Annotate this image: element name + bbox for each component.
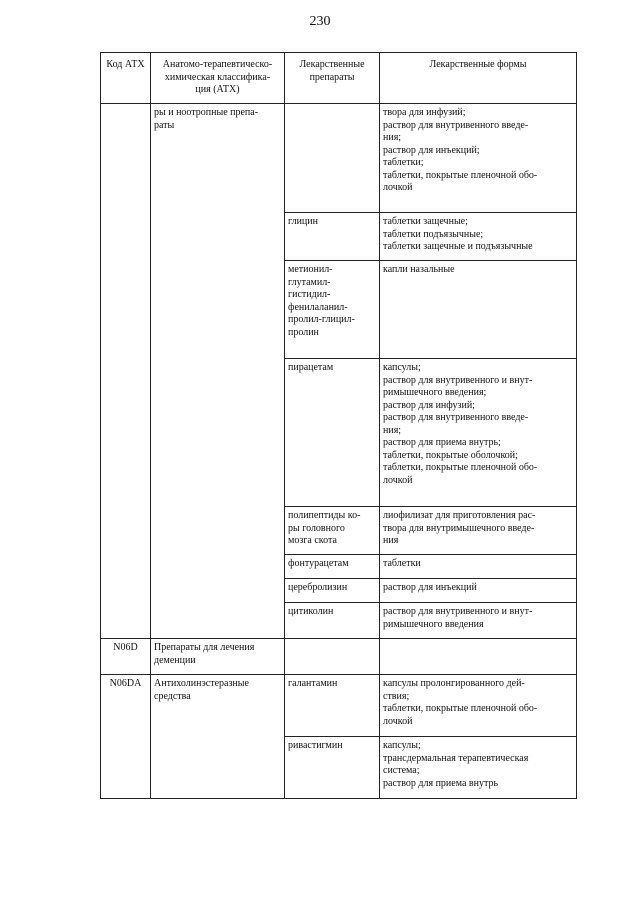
forms-cell	[380, 639, 577, 675]
drug-cell: пирацетам	[285, 359, 380, 507]
drug-cell: церебролизин	[285, 579, 380, 603]
forms-cell: капсулы; трансдермальная терапевтическая система; раствор для приема внутрь	[380, 737, 577, 799]
table-row	[101, 639, 577, 675]
table-row	[101, 104, 577, 213]
forms-cell: капсулы; раствор для внутривенного и внут- римышечного введения; раствор для инфузий; раствор для внутривенного введе- ния; раствор для приема внутрь; таблетки, покрытые оболочкой; таблетки, покрытые пленочной обо- лочкой	[380, 359, 577, 507]
forms-cell: таблетки защечные; таблетки подъязычные; таблетки защечные и подъязычные	[380, 213, 577, 261]
table-header-row	[101, 53, 577, 104]
forms-cell: твора для инфузий; раствор для внутривенного введе- ния; раствор для инъекций; таблетки; таблетки, покрытые пленочной обо- лочкой	[380, 104, 577, 213]
header-atc-code: Код АТХ	[101, 53, 151, 104]
atc-drug-table	[100, 52, 577, 799]
drug-cell: цитиколин	[285, 603, 380, 639]
drug-cell: метионил- глутамил- гистидил- фенилаланил- пролил-глицил- пролин	[285, 261, 380, 359]
atc-code-cell: N06DA	[101, 675, 151, 799]
drug-cell: ривастигмин	[285, 737, 380, 799]
drug-cell: полипептиды ко- ры головного мозга скота	[285, 507, 380, 555]
header-classification: Анатомо-терапевтическо- химическая классифика- ция (АТХ)	[151, 53, 285, 104]
page-number: 230	[309, 14, 331, 29]
forms-cell: таблетки	[380, 555, 577, 579]
header-dosage-forms: Лекарственные формы	[380, 53, 577, 104]
classification-cell: Антихолинэстеразные средства	[151, 675, 285, 799]
drug-cell: фонтурацетам	[285, 555, 380, 579]
forms-cell: капсулы пролонгированного дей- ствия; таблетки, покрытые пленочной обо- лочкой	[380, 675, 577, 737]
drug-cell	[285, 639, 380, 675]
drug-cell: галантамин	[285, 675, 380, 737]
drug-cell	[285, 104, 380, 213]
forms-cell: лиофилизат для приготовления рас- твора для внутримышечного введе- ния	[380, 507, 577, 555]
forms-cell: раствор для инъекций	[380, 579, 577, 603]
header-drugs: Лекарственные препараты	[285, 53, 380, 104]
classification-cell: ры и ноотропные препа- раты	[151, 104, 285, 639]
classification-cell: Препараты для лечения деменции	[151, 639, 285, 675]
forms-cell: раствор для внутривенного и внут- римышечного введения	[380, 603, 577, 639]
drug-cell: глицин	[285, 213, 380, 261]
atc-code-cell	[101, 104, 151, 639]
atc-code-cell: N06D	[101, 639, 151, 675]
table-row	[101, 675, 577, 737]
forms-cell: капли назальные	[380, 261, 577, 359]
